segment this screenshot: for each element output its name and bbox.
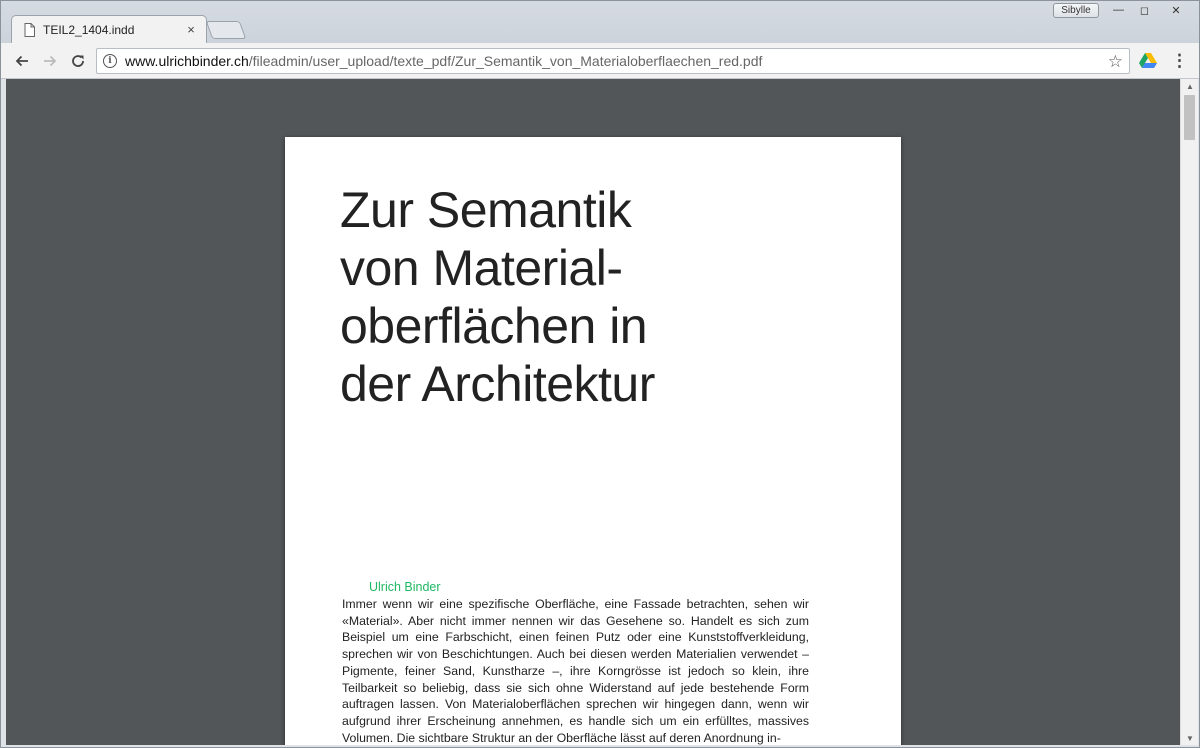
back-arrow-icon[interactable] bbox=[9, 49, 35, 73]
maximize-button[interactable]: ◻ bbox=[1139, 4, 1150, 17]
url-text[interactable] bbox=[125, 53, 762, 69]
google-drive-icon[interactable] bbox=[1139, 52, 1157, 70]
close-window-button[interactable]: ✕ bbox=[1171, 4, 1181, 17]
document-author: Ulrich Binder bbox=[369, 580, 441, 594]
minimize-button[interactable]: — bbox=[1113, 4, 1124, 16]
tab-title: TEIL2_1404.indd bbox=[43, 22, 135, 37]
tab-active[interactable] bbox=[11, 15, 207, 43]
address-bar[interactable] bbox=[96, 48, 1130, 74]
pdf-viewer[interactable] bbox=[6, 79, 1180, 745]
file-icon bbox=[24, 23, 35, 37]
document-body: Immer wenn wir eine spezifische Oberfläche, eine Fassade betrachten, sehen wir «Material». Aber nicht immer nennen wir das Gesehene so. Handelt es sich zum Beispiel um eine Farbschicht, einen feinen Putz oder eine Kunststoffverkleidung, sprechen wir von Beschichtungen. Auch bei diesen werden Materialien verwendet – Pigmente, feiner Sand, Kunstharze –, ihre Korngrösse ist jedoch so klein, ihre Teilbarkeit so beliebig, dass sie sich ohne Widerstand auf jede bestehende Form auftragen lassen. Von Materialoberflächen sprechen wir hingegen dann, wenn wir aufgrund ihrer Erscheinung annehmen, es handle sich um ein erfülltes, massives Volumen. Die sichtbare Struktur an der Oberfläche lässt auf deren Anordnung in- bbox=[342, 597, 809, 745]
info-icon[interactable]: i bbox=[103, 54, 117, 68]
new-tab-button[interactable] bbox=[206, 21, 247, 39]
tab-strip bbox=[1, 1, 1199, 43]
document-title bbox=[340, 181, 880, 413]
scrollbar[interactable] bbox=[1180, 79, 1198, 745]
title-line: Zur Semantik bbox=[340, 182, 632, 238]
pdf-page bbox=[285, 137, 901, 745]
scroll-down-icon[interactable]: ▼ bbox=[1186, 733, 1194, 743]
forward-arrow-icon[interactable] bbox=[37, 49, 63, 73]
menu-icon[interactable]: ⋮ bbox=[1171, 51, 1188, 70]
title-line: von Material- bbox=[340, 240, 623, 296]
reload-icon[interactable] bbox=[65, 49, 91, 73]
url-host: www.ulrichbinder.ch bbox=[125, 53, 249, 69]
title-line: oberflächen in bbox=[340, 298, 648, 354]
star-icon[interactable]: ☆ bbox=[1107, 52, 1123, 71]
profile-button[interactable]: Sibylle bbox=[1053, 3, 1099, 18]
toolbar bbox=[1, 43, 1199, 79]
title-line: der Architektur bbox=[340, 356, 655, 412]
scroll-up-icon[interactable]: ▲ bbox=[1186, 81, 1194, 91]
scroll-thumb[interactable] bbox=[1184, 95, 1195, 140]
url-path: /fileadmin/user_upload/texte_pdf/Zur_Semantik_von_Materialoberflaechen_red.pdf bbox=[248, 53, 763, 69]
tab-close-icon[interactable]: × bbox=[187, 22, 195, 37]
